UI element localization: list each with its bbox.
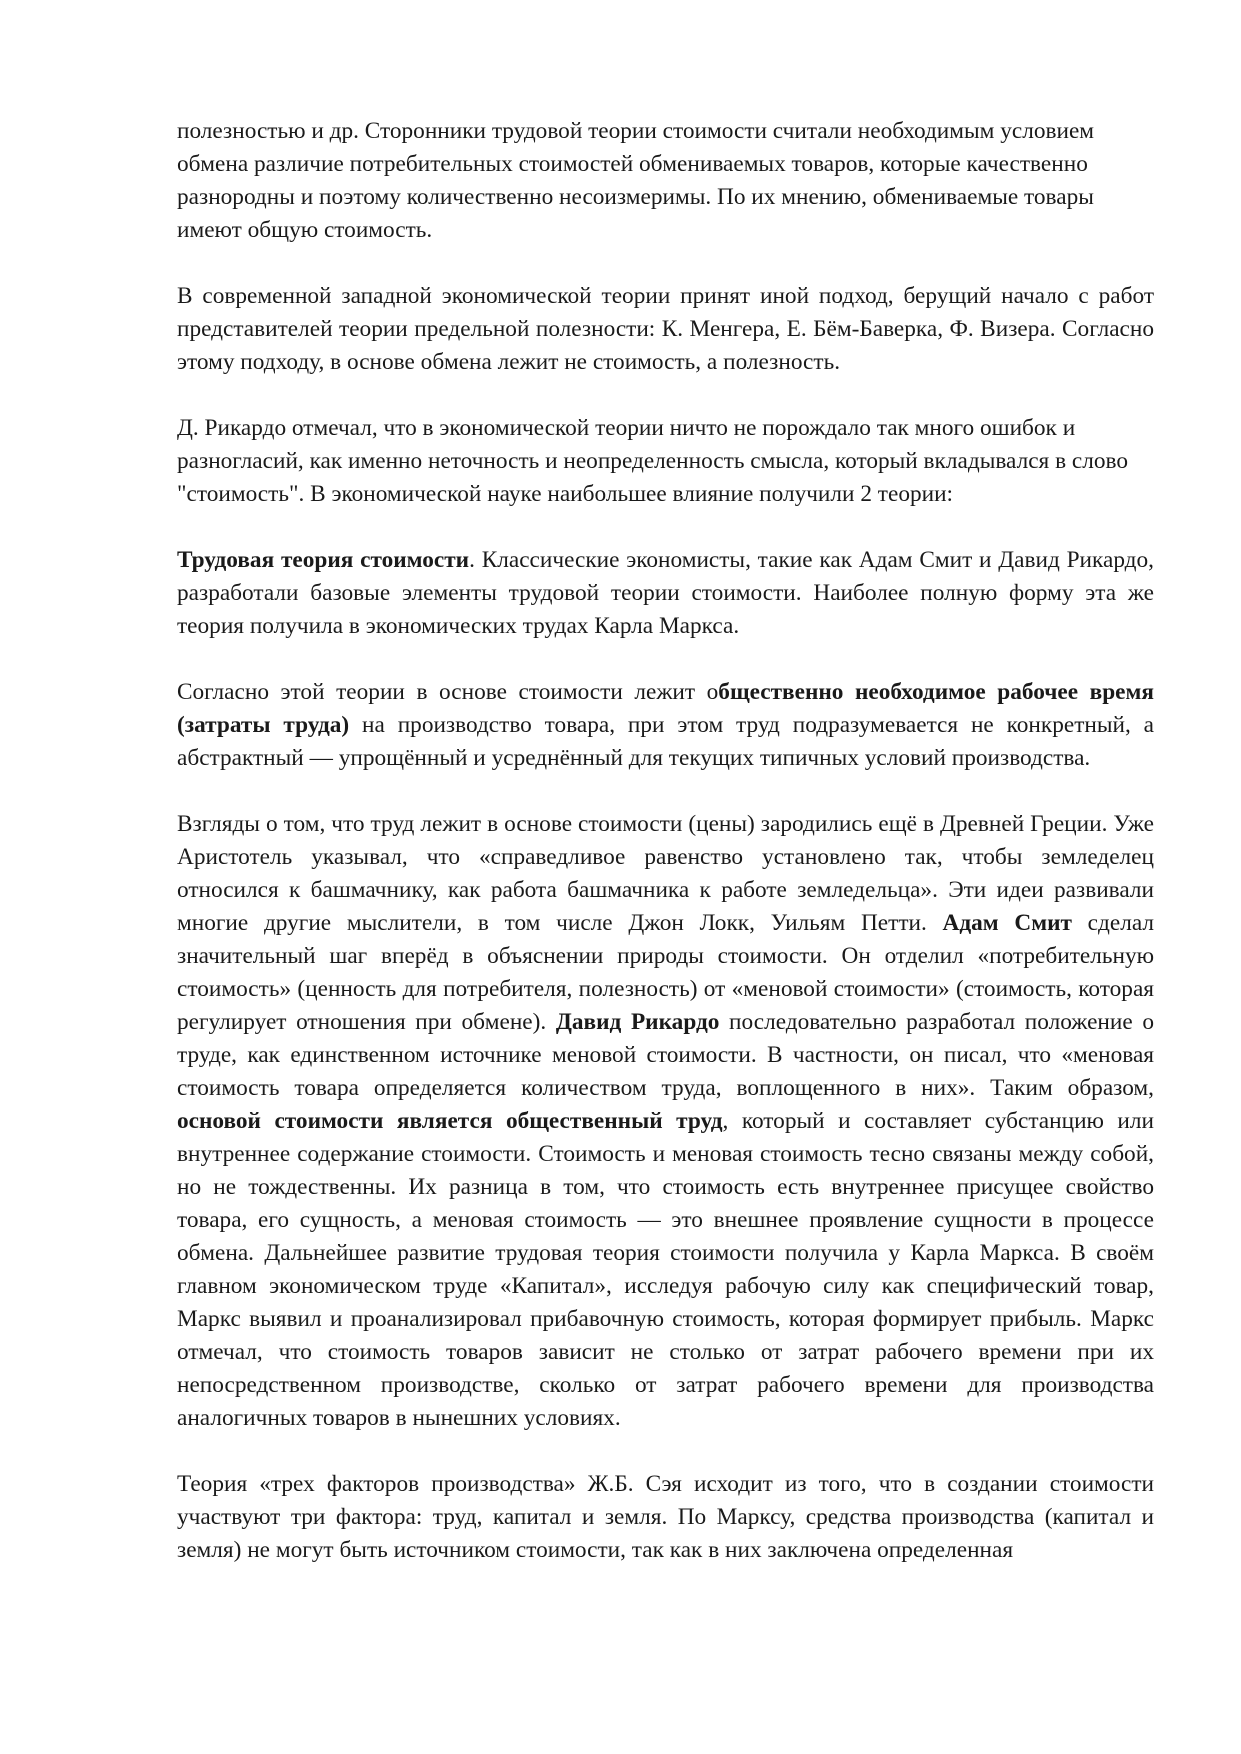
- document-page: [177, 115, 1154, 1567]
- bold-term: основой стоимости является общественный труд: [177, 1108, 723, 1134]
- text-run: сделал значительный шаг вперёд в объяснении природы стоимости. Он отделил «потребительную стоимость» (ценность для потребителя, полезность) от «меновой стоимости» (стоимость, которая регулирует отношения при обмене).: [177, 910, 1155, 1035]
- text-run: полезностью и др. Сторонники трудовой теории стоимости считали необходимым условием обмена различие потребительных стоимостей обмениваемых товаров, которые качественно разнородны и поэтому количественно несоизмеримы. По их мнению, обмениваемые товары имеют общую стоимость.: [177, 118, 1095, 243]
- paragraph-exchange-utility: [177, 115, 1154, 247]
- bold-term: бщественно необходимое рабочее время (затраты труда): [177, 679, 1154, 738]
- text-run: последовательно разработал положение о труде, как единственном источнике меновой стоимости. В частности, он писал, что «меновая стоимость товара определяется количеством труда, воплощенного в них». Таким образом,: [177, 1009, 1154, 1101]
- text-run: Согласно этой теории в основе стоимости лежит о: [177, 679, 719, 705]
- paragraph-ricardo-remark: [177, 412, 1154, 511]
- paragraph-three-factors-theory: [177, 1468, 1154, 1567]
- text-run: Д. Рикардо отмечал, что в экономической теории ничто не порождало так много ошибок и разногласий, как именно неточность и неопределенность смысла, который вкладывался в слово "стоимость". В экономической науке наибольшее влияние получили 2 теории:: [177, 415, 1129, 507]
- paragraph-labor-theory-intro: [177, 544, 1154, 643]
- paragraph-socially-necessary-time: [177, 676, 1154, 775]
- text-run: . Классические экономисты, такие как Адам Смит и Давид Рикардо, разработали базовые элементы трудовой теории стоимости. Наиболее полную форму эта же теория получила в экономических трудах Карла Маркса.: [177, 547, 1155, 639]
- text-run: Теория «трех факторов производства» Ж.Б. Сэя исходит из того, что в создании стоимости участвуют три фактора: труд, капитал и земля. По Марксу, средства производства (капитал и земля) не могут быть источником стоимости, так как в них заключена определенная: [177, 1471, 1154, 1563]
- text-run: В современной западной экономической теории принят иной подход, берущий начало с работ представителей теории предельной полезности: К. Менгера, Е. Бём-Баверка, Ф. Визера. Согласно этому подходу, в основе обмена лежит не стоимость, а полезность.: [177, 283, 1154, 375]
- bold-term: Адам Смит: [942, 910, 1072, 936]
- text-run: Взгляды о том, что труд лежит в основе стоимости (цены) зародились ещё в Древней Греции. Уже Аристотель указывал, что «справедливое равенство установлено так, чтобы земледелец относился к башмачнику, как работа башмачника к работе земледельца». Эти идеи развивали многие другие мыслители, в том числе Джон Локк, Уильям Петти.: [177, 811, 1154, 936]
- paragraph-marginal-utility-approach: [177, 280, 1154, 379]
- bold-term: Трудовая теория стоимости: [177, 547, 470, 573]
- bold-term: Давид Рикардо: [555, 1009, 720, 1035]
- text-run: на производство товара, при этом труд подразумевается не конкретный, а абстрактный — упрощённый и усреднённый для текущих типичных условий производства.: [177, 712, 1154, 771]
- paragraph-history-of-labor-theory: [177, 808, 1154, 1435]
- text-run: , который и составляет субстанцию или внутреннее содержание стоимости. Стоимость и меновая стоимость тесно связаны между собой, но не тождественны. Их разница в том, что стоимость есть внутреннее присущее свойство товара, его сущность, а меновая стоимость — это внешнее проявление сущности в процессе обмена. Дальнейшее развитие трудовая теория стоимости получила у Карла Маркса. В своём главном экономическом труде «Капитал», исследуя рабочую силу как специфический товар, Маркс выявил и проанализировал прибавочную стоимость, которая формирует прибыль. Маркс отмечал, что стоимость товаров зависит не столько от затрат рабочего времени при их непосредственном производстве, сколько от затрат рабочего времени для производства аналогичных товаров в нынешних условиях.: [177, 1108, 1154, 1431]
